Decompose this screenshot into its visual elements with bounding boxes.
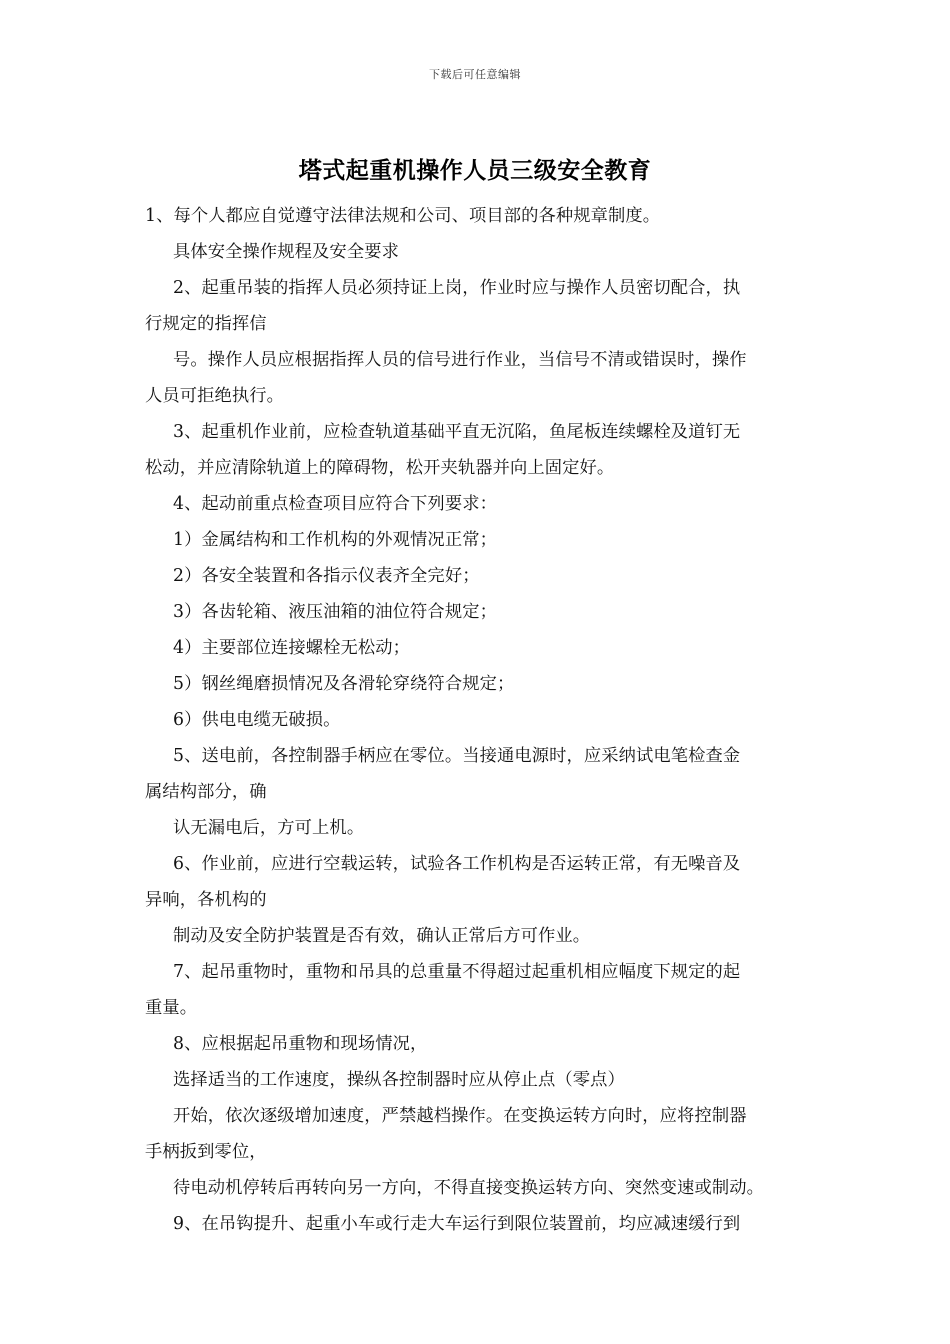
paragraph-line: 待电动机停转后再转向另一方向，不得直接变换运转方向、突然变速或制动。 <box>173 1178 764 1198</box>
paragraph-line: 5、送电前，各控制器手柄应在零位。当接通电源时，应采纳试电笔检查金 <box>173 746 741 766</box>
paragraph-line: 7、起吊重物时，重物和吊具的总重量不得超过起重机相应幅度下规定的起 <box>173 962 741 982</box>
list-item: 5）钢丝绳磨损情况及各滑轮穿绕符合规定； <box>173 674 515 694</box>
list-item: 4）主要部位连接螺栓无松动； <box>173 638 411 658</box>
paragraph-line: 认无漏电后，方可上机。 <box>173 818 365 838</box>
list-item: 1）金属结构和工作机构的外观情况正常； <box>173 530 497 550</box>
paragraph-line: 行规定的指挥信 <box>145 314 267 334</box>
paragraph-line: 开始，依次逐级增加速度，严禁越档操作。在变换运转方向时，应将控制器 <box>173 1106 747 1126</box>
paragraph-line: 1、每个人都应自觉遵守法律法规和公司、项目部的各种规章制度。 <box>145 206 661 226</box>
paragraph-line: 手柄扳到零位， <box>145 1142 267 1162</box>
paragraph-line: 重量。 <box>145 998 198 1018</box>
paragraph-line: 属结构部分，确 <box>145 782 267 802</box>
paragraph-line: 8、应根据起吊重物和现场情况， <box>173 1034 428 1054</box>
paragraph-line: 4、起动前重点检查项目应符合下列要求： <box>173 494 497 514</box>
paragraph-line: 号。操作人员应根据指挥人员的信号进行作业，当信号不清或错误时，操作 <box>173 350 747 370</box>
paragraph-line: 具体安全操作规程及安全要求 <box>173 242 399 262</box>
paragraph-line: 选择适当的工作速度，操纵各控制器时应从停止点（零点） <box>173 1070 625 1090</box>
paragraph-line: 2、起重吊装的指挥人员必须持证上岗，作业时应与操作人员密切配合，执 <box>173 278 741 298</box>
paragraph-line: 6、作业前，应进行空载运转，试验各工作机构是否运转正常，有无噪音及 <box>173 854 741 874</box>
paragraph-line: 松动，并应清除轨道上的障碍物，松开夹轨器并向上固定好。 <box>145 458 615 478</box>
paragraph-line: 制动及安全防护装置是否有效，确认正常后方可作业。 <box>173 926 591 946</box>
paragraph-line: 人员可拒绝执行。 <box>145 386 285 406</box>
paragraph-line: 3、起重机作业前，应检查轨道基础平直无沉陷，鱼尾板连续螺栓及道钉无 <box>173 422 741 442</box>
list-item: 6）供电电缆无破损。 <box>173 710 341 730</box>
list-item: 3）各齿轮箱、液压油箱的油位符合规定； <box>173 602 497 622</box>
document-title: 塔式起重机操作人员三级安全教育 <box>298 158 652 184</box>
page-header-note: 下载后可任意编辑 <box>429 68 521 81</box>
list-item: 2）各安全装置和各指示仪表齐全完好； <box>173 566 480 586</box>
paragraph-line: 9、在吊钩提升、起重小车或行走大车运行到限位装置前，均应减速缓行到 <box>173 1214 741 1234</box>
paragraph-line: 异响，各机构的 <box>145 890 267 910</box>
document-body <box>145 198 817 1242</box>
